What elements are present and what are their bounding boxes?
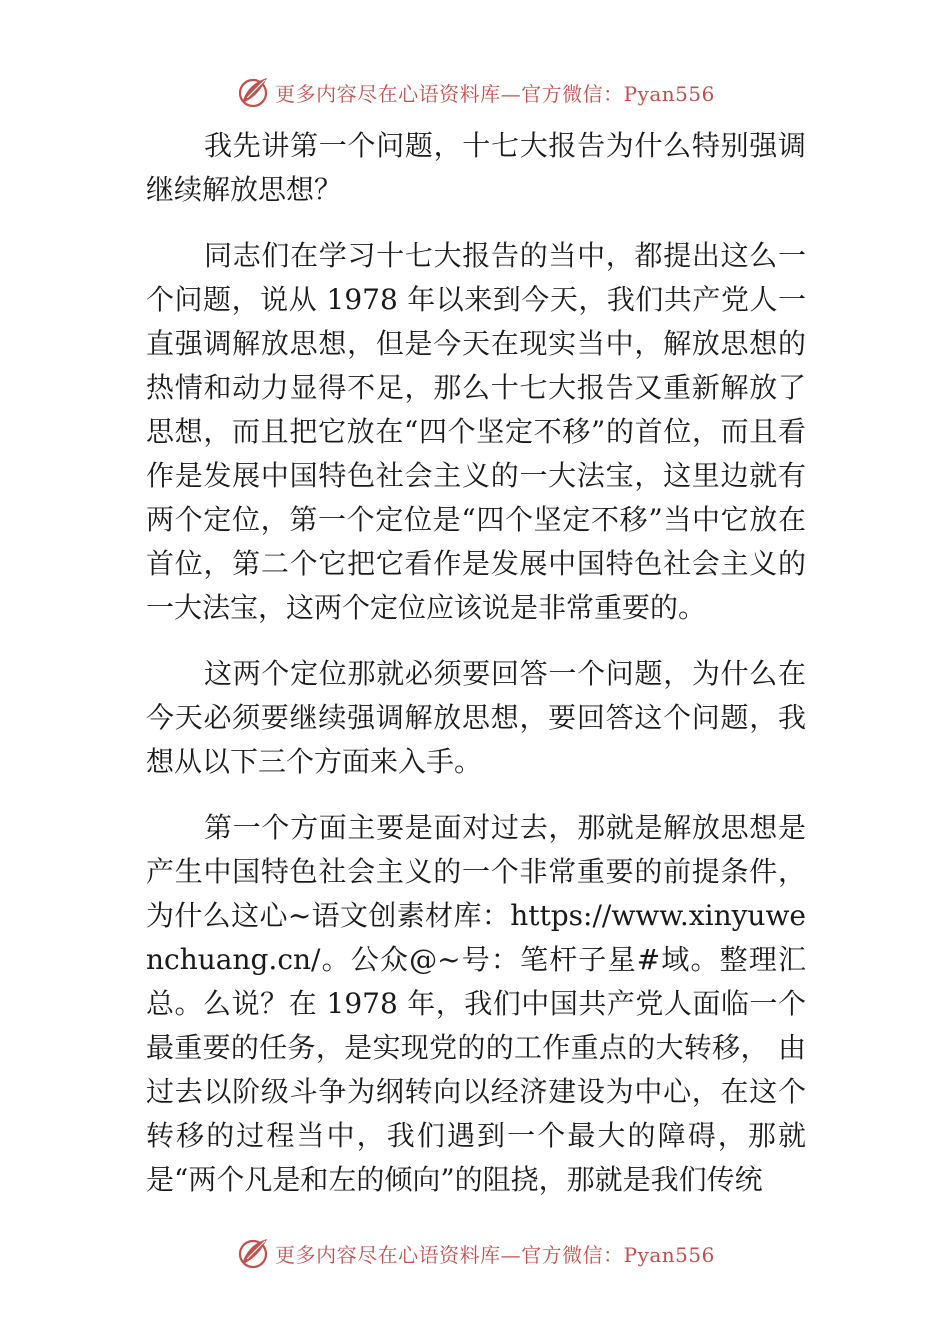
paragraph-1: 我先讲第一个问题，十七大报告为什么特别强调继续解放思想？ <box>146 129 806 206</box>
header-banner <box>0 72 950 112</box>
leaf-logo-icon <box>235 1235 271 1271</box>
header-banner-text: 更多内容尽在心语资料库—官方微信：Pyan556 <box>275 81 715 106</box>
paragraph-2: 同志们在学习十七大报告的当中，都提出这么一个问题，说从 1978 年以来到今天，我们共产党人一直强调解放思想，但是今天在现实当中，解放思想的热情和动力显得不足，那么十七大报告又重新解放了思想，而且把它放在“四个坚定不移”的首位，而且看作是发展中国特色社会主义的一大法宝，这里边就有两个定位，第一个定位是“四个坚定不移”当中它放在首位，第二个它把它看作是发展中国特色社会主义的一大法宝，这两个定位应该说是非常重要的。 <box>146 239 806 624</box>
document-body <box>146 124 806 1202</box>
paragraph-3: 这两个定位那就必须要回答一个问题，为什么在今天必须要继续强调解放思想，要回答这个问题，我想从以下三个方面来入手。 <box>146 657 806 778</box>
footer-banner-text: 更多内容尽在心语资料库—官方微信：Pyan556 <box>275 1242 715 1267</box>
paragraph-4: 第一个方面主要是面对过去，那就是解放思想是产生中国特色社会主义的一个非常重要的前提条件，为什么这心~语文创素材库：https://www.xinyuwenchuang.cn/。公众@~号：笔杆子星#域。整理汇总。么说？在 1978 年，我们中国共产党人面临一个最重要的任务，是实现党的的工作重点的大转移， 由过去以阶级斗争为纲转向以经济建设为中心，在这个转移的过程当中，我们遇到一个最大的障碍，那就是“两个凡是和左的倾向”的阻挠，那就是我们传统 <box>146 811 806 1196</box>
leaf-logo-icon <box>235 74 271 110</box>
footer-banner <box>0 1233 950 1273</box>
